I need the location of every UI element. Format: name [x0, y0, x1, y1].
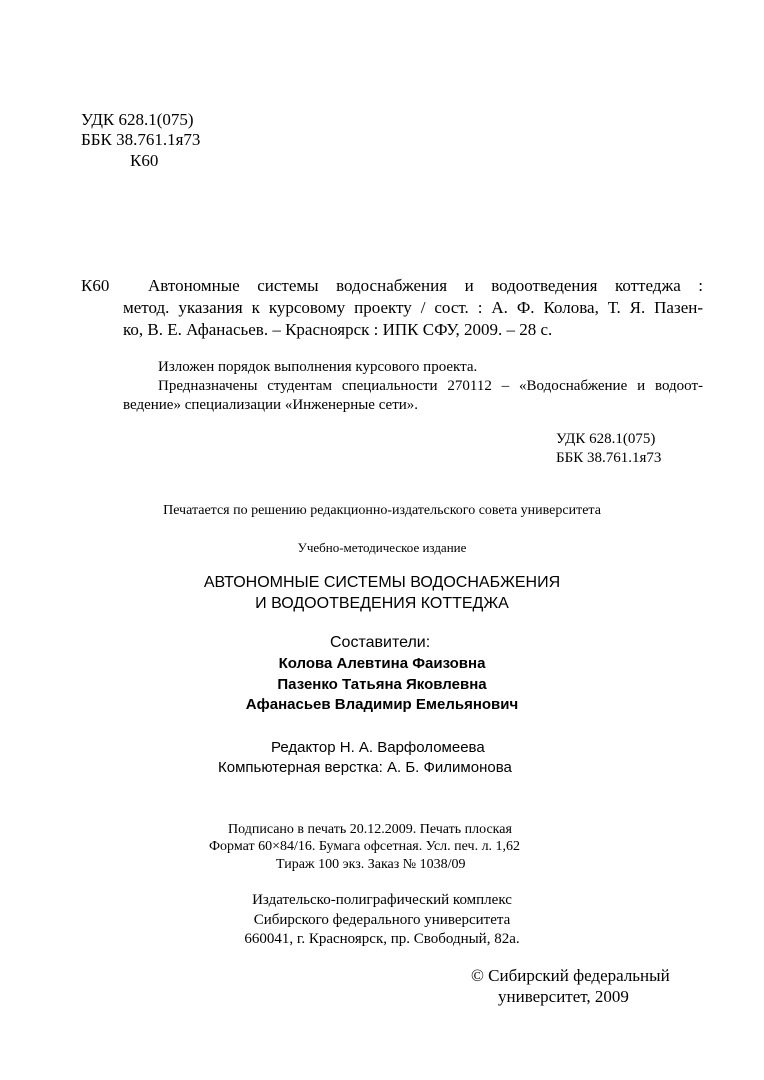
udk-code: УДК 628.1(075): [81, 110, 194, 129]
abstract-line-3: ведение» специализации «Инженерные сети».: [123, 397, 419, 413]
print-info-line: Формат 60×84/16. Бумага офсетная. Усл. печ. л. 1,62: [209, 839, 521, 854]
print-info-line: Подписано в печать 20.12.2009. Печать плоская: [228, 822, 512, 837]
card-udk-code: УДК 628.1(075): [556, 431, 656, 447]
annotation-line-1: Автономные системы водоснабжения и водоотведения коттеджа :: [148, 276, 703, 295]
abstract-line-1: Изложен порядок выполнения курсового проекта.: [158, 359, 478, 375]
catalog-mark: К60: [81, 276, 110, 295]
layout-designer: Компьютерная верстка: А. Б. Филимонова: [218, 759, 512, 776]
title-line-1: АВТОНОМНЫЕ СИСТЕМЫ ВОДОСНАБЖЕНИЯ: [203, 574, 561, 591]
publisher-line: Сибирского федерального университета: [253, 912, 511, 928]
title-line-2: И ВОДООТВЕДЕНИЯ КОТТЕДЖА: [255, 595, 509, 612]
print-info-line: Тираж 100 экз. Заказ № 1038/09: [276, 857, 466, 872]
compiler-name: Пазенко Татьяна Яковлевна: [277, 676, 487, 693]
publisher-line: Издательско-полиграфический комплекс: [252, 892, 512, 908]
council-note: Печатается по решению редакционно-издательского совета университета: [163, 503, 601, 518]
annotation-line-2: метод. указания к курсовому проекту / сост. : А. Ф. Колова, Т. Я. Пазен-: [123, 298, 703, 317]
edition-type: Учебно-методическое издание: [297, 540, 467, 555]
card-bbk-code: ББК 38.761.1я73: [556, 450, 662, 466]
author-mark: К60: [130, 151, 159, 170]
copyright-line-2: университет, 2009: [498, 987, 629, 1006]
publisher-address: 660041, г. Красноярск, пр. Свободный, 82а.: [244, 931, 520, 947]
editor: Редактор Н. А. Варфоломеева: [271, 739, 485, 756]
compilers-label: Составители:: [330, 634, 431, 651]
compiler-name: Афанасьев Владимир Емельянович: [245, 696, 519, 713]
bbk-code: ББК 38.761.1я73: [81, 130, 201, 149]
abstract-line-2: Предназначены студентам специальности 270112 – «Водоснабжение и водоот-: [158, 378, 703, 394]
annotation-line-3: ко, В. Е. Афанасьев. – Красноярск : ИПК СФУ, 2009. – 28 с.: [123, 320, 553, 339]
copyright-line-1: © Сибирский федеральный: [471, 966, 670, 985]
compiler-name: Колова Алевтина Фаизовна: [278, 655, 486, 672]
